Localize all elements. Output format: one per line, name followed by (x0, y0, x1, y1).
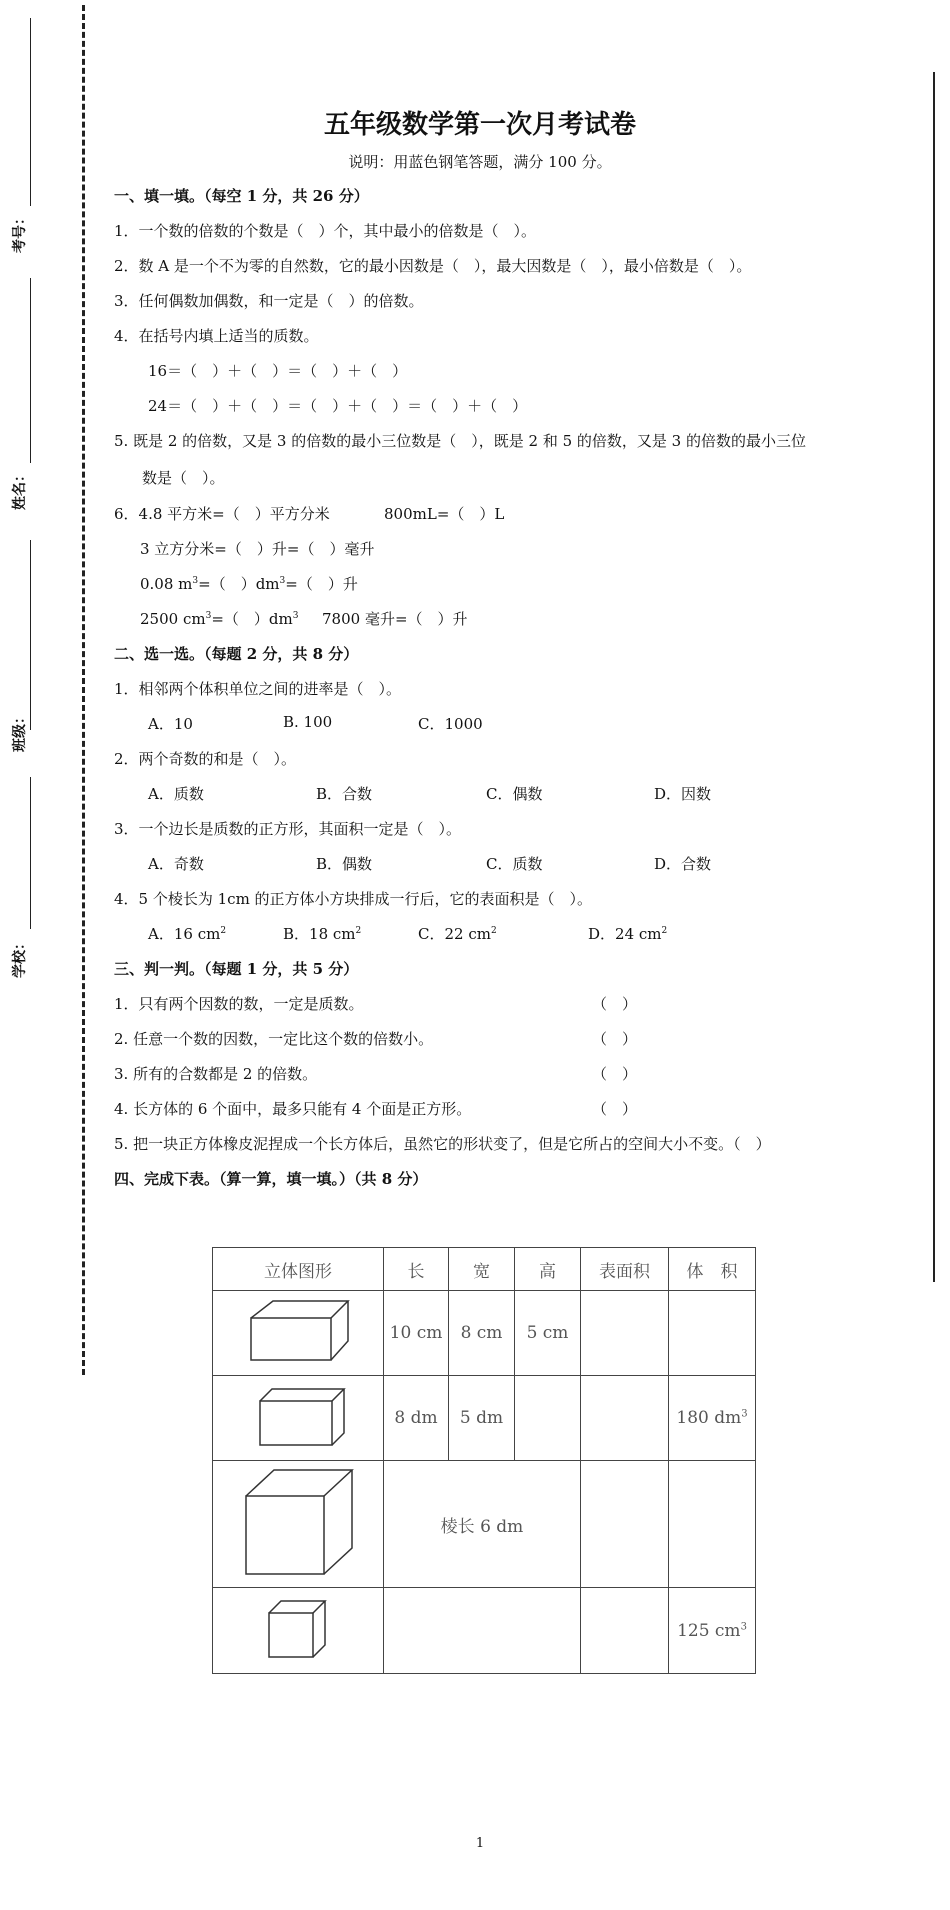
shape-cuboid-1 (213, 1291, 384, 1376)
s1-q6d-post: 7800 毫升=（ ）升 (322, 610, 468, 628)
s2-q3-option-b: B．偶数 (316, 855, 373, 873)
s1-q2: 2．数 A 是一个不为零的自然数，它的最小因数是（ ），最大因数是（ ），最小倍数是（ ）。 (114, 257, 752, 275)
section2-header: 二、选一选。（每题 2 分，共 8 分） (114, 645, 359, 663)
col-header-surface-area: 表面积 (581, 1248, 669, 1291)
s1-q6d-mid: =（ ）dm (211, 610, 293, 628)
s1-q1: 1．一个数的倍数的个数是（ ）个，其中最小的倍数是（ ）。 (114, 222, 537, 240)
s2-q4-option-b (283, 923, 361, 944)
page-number: 1 (475, 1836, 485, 1851)
s3-paren-3: （ ） (592, 1065, 638, 1083)
table-row (213, 1588, 756, 1674)
s2-q1-option-b: B. 100 (283, 713, 333, 731)
shape-cube-small (213, 1588, 384, 1674)
name-label: 姓名： (12, 468, 28, 510)
section3-header: 三、判一判。（每题 1 分，共 5 分） (114, 960, 359, 978)
s3-paren-4: （ ） (592, 1100, 638, 1118)
school-label: 学校： (12, 936, 28, 978)
cell-edge-length[interactable]: 棱长 6 dm (384, 1461, 581, 1588)
s2-q4-option-d (588, 923, 667, 944)
s3-item-1: 1．只有两个因数的数，一定是质数。 (114, 995, 364, 1013)
section1-header: 一、填一填。（每空 1 分，共 26 分） (114, 187, 369, 205)
s1-q6c-pre: 0.08 m (140, 575, 193, 593)
name-blank (30, 278, 31, 463)
s2-q4-option-a (148, 923, 226, 944)
shape-cuboid-2 (213, 1376, 384, 1461)
cell-surface-1[interactable] (581, 1291, 669, 1376)
table-row (213, 1376, 756, 1461)
s2-q1-option-c: C．1000 (418, 715, 483, 733)
sup: 3 (279, 576, 286, 586)
s1-q4: 4．在括号内填上适当的质数。 (114, 327, 319, 345)
s2-q2: 2．两个奇数的和是（ ）。 (114, 750, 297, 768)
s1-q6c-post: =（ ）升 (285, 575, 358, 593)
option-text: D．24 cm (588, 925, 662, 943)
cell-volume-2[interactable] (669, 1376, 756, 1461)
s2-q2-option-b: B．合数 (316, 785, 373, 803)
volume-value: 125 cm (677, 1620, 741, 1641)
s1-q5-line2: 数是（ ）。 (142, 469, 225, 487)
cube-icon (263, 1595, 333, 1661)
sup: 3 (205, 611, 212, 621)
s1-q6a-part1: 6．4.8 平方米=（ ）平方分米 (114, 505, 330, 523)
s3-paren-1: （ ） (592, 995, 638, 1013)
cell-surface-3[interactable] (581, 1461, 669, 1588)
s1-q5-line1: 5. 既是 2 的倍数，又是 3 的倍数的最小三位数是（ ），既是 2 和 5 的倍数，又是 3 的倍数的最小三位 (114, 432, 806, 450)
cell-volume-1[interactable] (669, 1291, 756, 1376)
sup: 3 (741, 1408, 748, 1420)
cell-width-1[interactable]: 8 cm (449, 1291, 515, 1376)
s3-item-2: 2. 任意一个数的因数，一定比这个数的倍数小。 (114, 1030, 434, 1048)
s1-q6c-mid: =（ ）dm (198, 575, 280, 593)
cuboid-icon (248, 1383, 348, 1449)
cell-surface-2[interactable] (581, 1376, 669, 1461)
binding-dashed-line (82, 5, 85, 1375)
cell-volume-3[interactable] (669, 1461, 756, 1588)
col-header-height: 高 (515, 1248, 581, 1291)
s2-q3: 3．一个边长是质数的正方形，其面积一定是（ ）。 (114, 820, 462, 838)
instructions: 说明：用蓝色钢笔答题，满分 100 分。 (348, 153, 612, 171)
cell-length-1[interactable]: 10 cm (384, 1291, 449, 1376)
page-title: 五年级数学第一次月考试卷 (323, 110, 636, 140)
s2-q4: 4．5 个棱长为 1cm 的正方体小方块排成一行后，它的表面积是（ ）。 (114, 890, 593, 908)
s2-q1: 1．相邻两个体积单位之间的进率是（ ）。 (114, 680, 402, 698)
s2-q2-option-d: D．因数 (654, 785, 712, 803)
s1-q4b: 24＝（ ）＋（ ）＝（ ）＋（ ）＝（ ）＋（ ） (148, 397, 528, 415)
cell-length-2[interactable]: 8 dm (384, 1376, 449, 1461)
table-row (213, 1291, 756, 1376)
sup: 3 (292, 611, 299, 621)
s1-q3: 3．任何偶数加偶数，和一定是（ ）的倍数。 (114, 292, 424, 310)
table-header-row (213, 1248, 756, 1291)
school-blank (30, 777, 31, 929)
sup: 2 (220, 926, 227, 936)
s1-q6d-pre: 2500 cm (140, 610, 206, 628)
option-text: C．22 cm (418, 925, 491, 943)
volume-value: 180 dm (676, 1408, 742, 1428)
s3-item-4: 4. 长方体的 6 个面中，最多只能有 4 个面是正方形。 (114, 1100, 472, 1118)
sup: 2 (661, 926, 668, 936)
col-header-width: 宽 (449, 1248, 515, 1291)
s2-q2-option-c: C．偶数 (486, 785, 543, 803)
s1-q6b: 3 立方分米=（ ）升=（ ）毫升 (140, 540, 375, 558)
col-header-shape: 立体图形 (213, 1248, 384, 1291)
sup: 2 (490, 926, 497, 936)
cuboid-icon (243, 1296, 353, 1366)
s3-item-5: 5. 把一块正方体橡皮泥捏成一个长方体后，虽然它的形状变了，但是它所占的空间大小不变。（ ） (114, 1135, 771, 1153)
class-label: 班级： (12, 710, 28, 752)
exam-no-label: 考号： (12, 211, 28, 253)
s2-q3-option-c: C．质数 (486, 855, 543, 873)
col-header-volume: 体 积 (669, 1248, 756, 1291)
shape-cube-large (213, 1461, 384, 1588)
section4-header: 四、完成下表。（算一算，填一填。）（共 8 分） (114, 1170, 428, 1188)
cell-height-2[interactable] (515, 1376, 581, 1461)
s2-q1-option-a: A．10 (148, 715, 193, 733)
sup: 2 (355, 926, 362, 936)
s2-q4-option-c (418, 923, 497, 944)
s3-paren-2: （ ） (592, 1030, 638, 1048)
cell-dimensions-4[interactable] (384, 1588, 581, 1674)
s3-item-3: 3. 所有的合数都是 2 的倍数。 (114, 1065, 318, 1083)
sup: 3 (740, 1620, 747, 1632)
table-row (213, 1461, 756, 1588)
option-text: B．18 cm (283, 925, 356, 943)
cell-volume-4[interactable] (669, 1588, 756, 1674)
sup: 3 (192, 576, 199, 586)
cell-height-1[interactable]: 5 cm (515, 1291, 581, 1376)
col-header-length: 长 (384, 1248, 449, 1291)
option-text: A．16 cm (148, 925, 221, 943)
s2-q3-option-a: A．奇数 (148, 855, 204, 873)
s1-q6a-part2: 800mL=（ ）L (384, 505, 505, 523)
solids-table (212, 1247, 756, 1674)
cell-width-2[interactable]: 5 dm (449, 1376, 515, 1461)
right-border-line (933, 72, 935, 1282)
s2-q3-option-d: D．合数 (654, 855, 712, 873)
s1-q6c (140, 573, 358, 594)
cell-surface-4[interactable] (581, 1588, 669, 1674)
s2-q2-option-a: A．质数 (148, 785, 204, 803)
s1-q4a: 16＝（ ）＋（ ）＝（ ）＋（ ） (148, 362, 408, 380)
cube-icon (238, 1466, 358, 1578)
s1-q6d (140, 608, 298, 629)
class-blank (30, 540, 31, 730)
